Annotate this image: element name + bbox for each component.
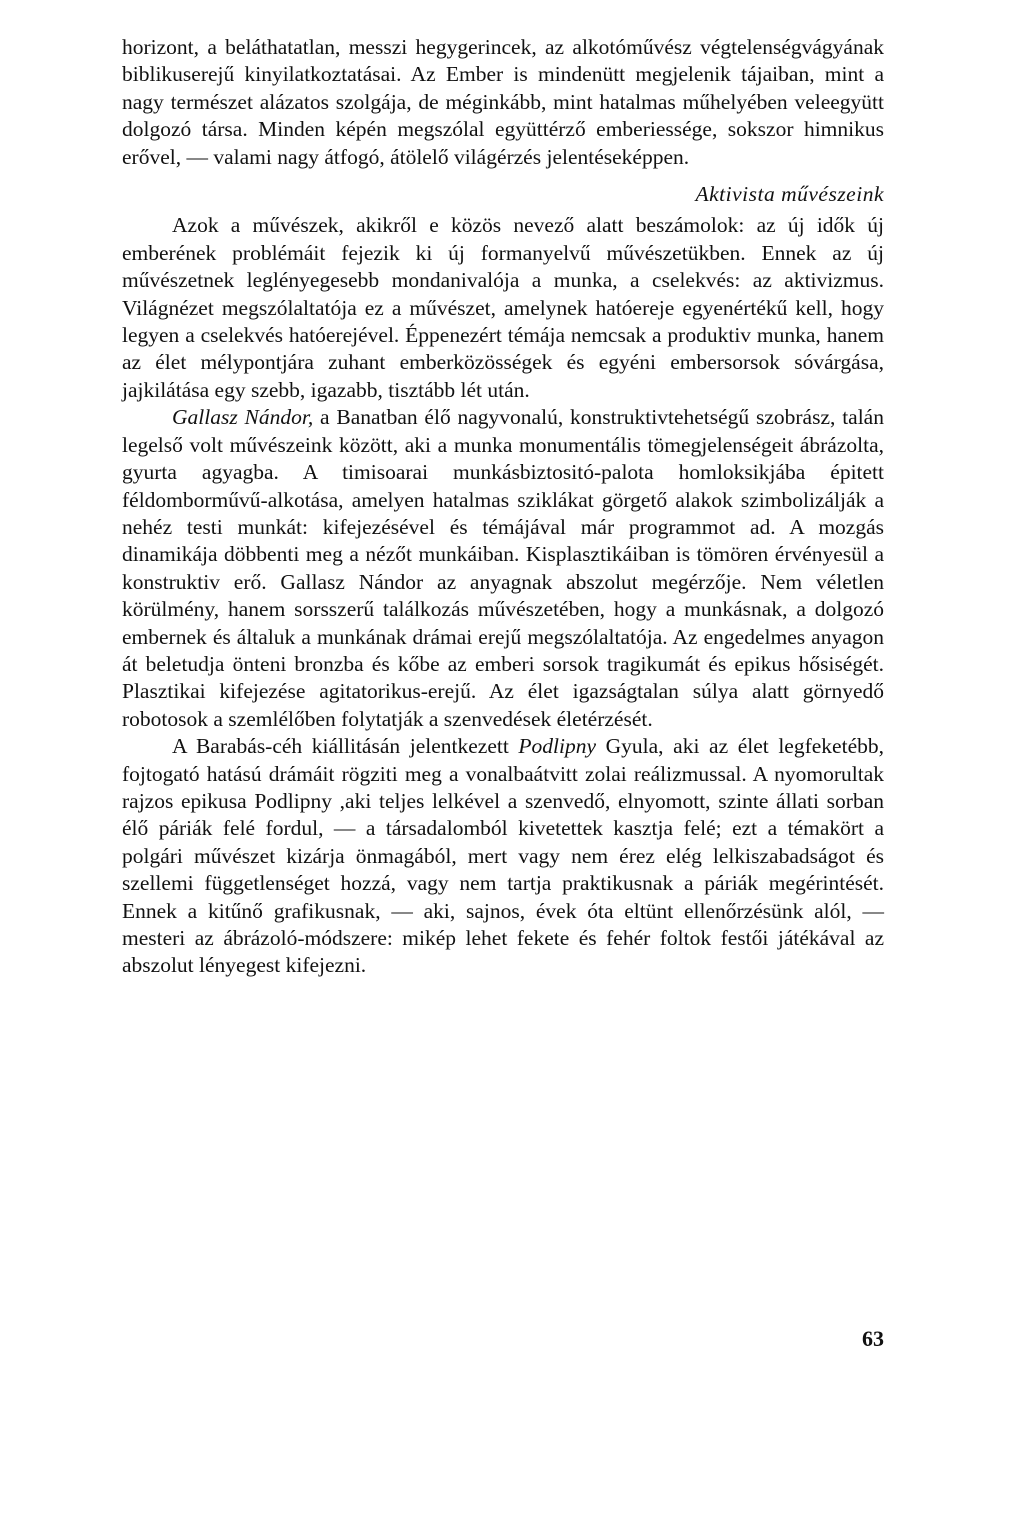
paragraph-intro: horizont, a beláthatatlan, messzi hegygerincek, az alkotóművész végtelenségvágyának biblikuserejű kinyilatkoztatásai. Az Ember is mindenütt megjelenik tájaiban, mint a nagy természet alázatos szolgája, de méginkább, mint hatalmas műhelyében veleegyütt dolgozó társa. Minden képén megszólal együttérző emberiessége, sokszor himnikus erővel, — valami nagy átfogó, átölelő világérzés jelentéseképpen. bbox=[122, 35, 884, 169]
section-heading: Aktivista művészeink bbox=[695, 182, 884, 207]
page-body bbox=[122, 34, 884, 980]
paragraph-podlipny-lead: A Barabás-céh kiállitásán jelentkezett bbox=[172, 734, 519, 759]
paragraph-podlipny-text: Gyula, aki az élet legfeketébb, fojtogató hatású drámáit rögziti meg a vonalbaátvitt zolai reálizmussal. A nyomorultak rajzos epikusa Podlipny ,aki teljes lelkével a szenvedő, elnyomott, szinte állati sorban élő páriák felé fordul, — a társadalomból kivetettek kasztja felé; ezt a témakört a polgári művészet kizárja önmagából, mert vagy nem érez elég lelkiszabadságot és szellemi függetlenséget hozzá, vagy nem tartja praktikusnak a páriák megérintését. Ennek a kitűnő grafikusnak, — aki, sajnos, évek óta eltünt ellenőrzésünk alól, — mesteri az ábrázoló-módszere: mikép lehet fekete és fehér foltok festői játékával az abszolut lényegest kifejezni. bbox=[122, 734, 884, 978]
paragraph-gallasz-text: a Banatban élő nagyvonalú, konstruktivtehetségű szobrász, talán legelső volt művészeink között, aki a munka monumentális tömegjelenségeit ábrázolta, gyurta agyagba. A timisoarai munkásbiztositó-palota homloksikjába épitett féldomborművű-alkotása, amelyen hatalmas sziklákat görgető alakok szimbolizálják a nehéz testi munkát: kifejezésével és témájával már programmot ad. A mozgás dinamikája döbbenti meg a nézőt munkáiban. Kisplasztikáiban is tömören érvényesül a konstruktiv erő. Gallasz Nándor az anyagnak abszolut megérzője. Nem véletlen körülmény, hanem sorsszerű találkozás művészetében, hogy a munkásnak, a dolgozó embernek és általuk a munkának drámai erejű megszólaltatója. Az engedelmes anyagon át beletudja önteni bronzba és kőbe az emberi sorsok tragikumát és epikus hősiségét. Plasztikai kifejezése agitatorikus-erejű. Az élet igazságtalan súlya alatt görnyedő robotosok a szemlélőben folytatják a szenvedések életérzését. bbox=[122, 405, 884, 731]
artist-name-podlipny: Podlipny bbox=[518, 734, 597, 759]
paragraph-gallasz bbox=[122, 404, 884, 733]
paragraph-podlipny bbox=[122, 733, 884, 980]
page-number: 63 bbox=[862, 1326, 884, 1351]
artist-name-gallasz: Gallasz Nándor, bbox=[172, 405, 314, 430]
paragraph-aktivista: Azok a művészek, akikről e közös nevező alatt beszámolok: az új idők új emberének problémáit fejezik ki új formanyelvű művészetükben. Ennek az új művészetnek leglényegesebb mondanivalója a munka, a cselekvés: az aktivizmus. Világnézet megszólaltatója ez a művészet, amelynek hatóereje egyenértékű kell, hogy legyen a cselekvés hatóerejével. Éppenezért témája nemcsak a produktiv munka, hanem az élet mélypontjára zuhant emberközösségek és egyéni embersorsok sóvárgása, jajkilátása egy szebb, igazabb, tisztább lét után. bbox=[122, 213, 884, 402]
